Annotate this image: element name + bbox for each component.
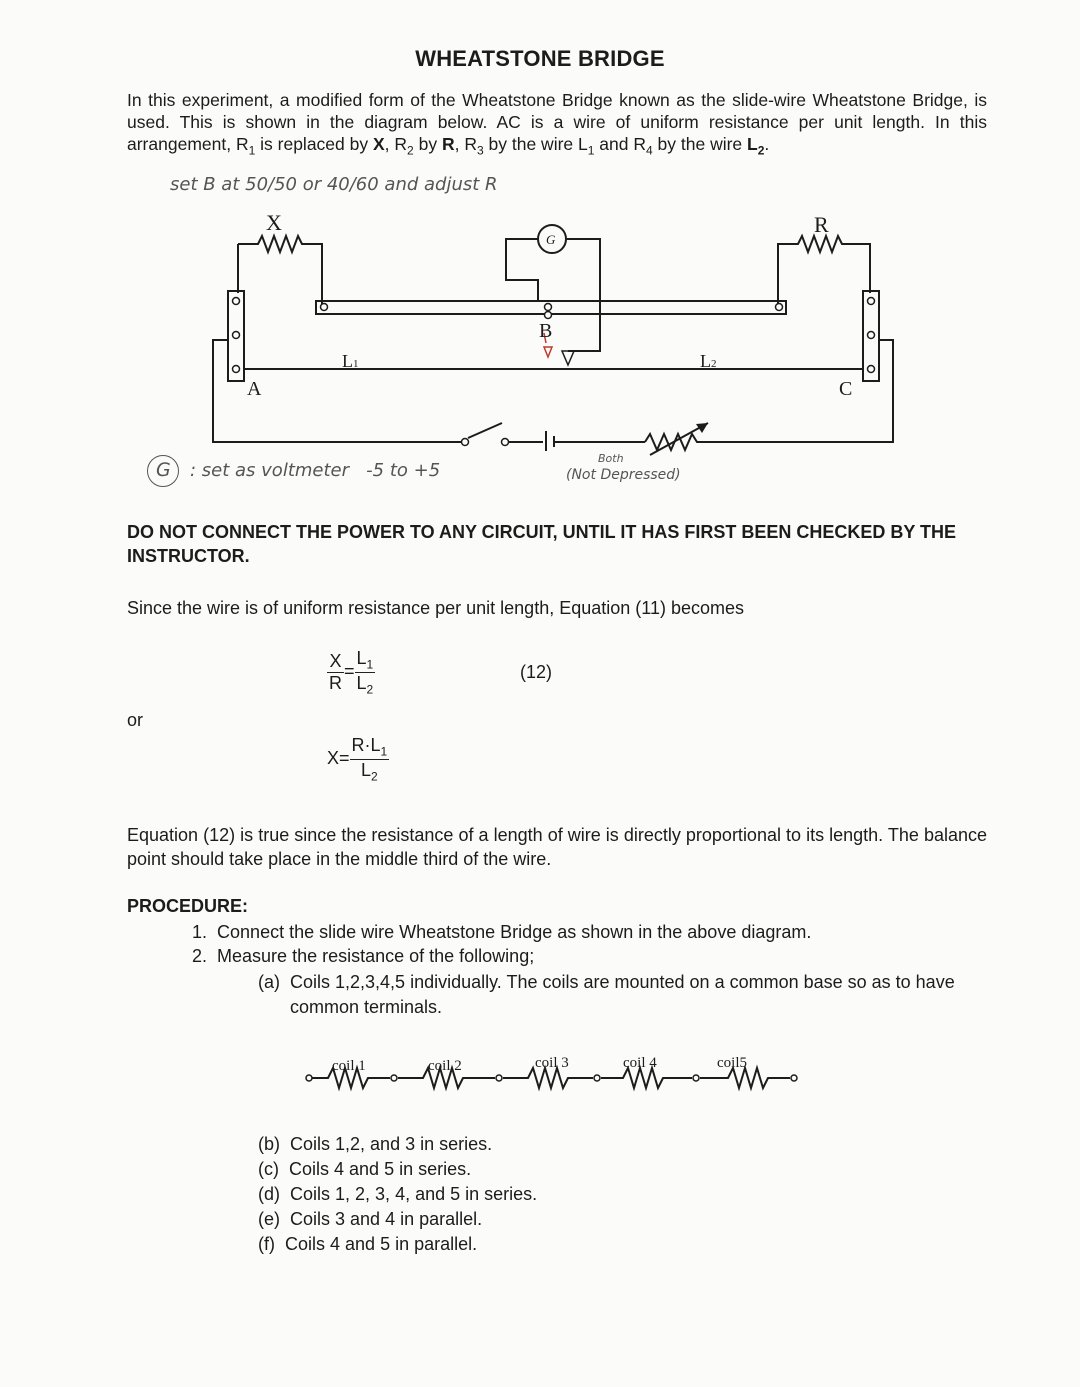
intro-r: R — [441, 134, 455, 154]
eq12-lhs-den: R — [329, 672, 342, 693]
procedure-heading: PROCEDURE: — [127, 896, 249, 916]
intro-text: In this experiment, a modified form of the Wheatstone Bridge known as the slide-wire Wheatstone Bridge, is used. This is shown in the diagram below. AC is a wire of uniform resistance per unit length. In this arrangement, — [127, 90, 987, 154]
item-text: Coils 3 and 4 in parallel. — [290, 1209, 483, 1229]
intro-text: is replaced by — [255, 134, 373, 154]
coil-label-5: coil5 — [717, 1055, 747, 1071]
galvanometer-note-symbol: G — [156, 459, 171, 481]
handwritten-both: Both — [598, 452, 624, 465]
since-text: Since the wire is of uniform resistance per unit length, Equation (11) becomes — [127, 598, 744, 618]
intro-text: by the wire L — [483, 134, 588, 154]
eqx-den: $L_2$ — [361, 759, 378, 784]
coils-diagram — [300, 1050, 810, 1100]
coil-4-zigzag — [601, 1068, 692, 1088]
step-text: Measure the resistance of the following; — [217, 946, 535, 966]
label-r: R — [814, 212, 829, 237]
eq12-equals: = — [344, 660, 355, 681]
terminal — [868, 366, 875, 373]
intro-text: and R — [594, 134, 646, 154]
switch-contact — [462, 439, 469, 446]
handwritten-setting-note: set B at 50/50 or 40/60 and adjust R — [170, 174, 498, 195]
intro-x: X — [372, 134, 385, 154]
intro-paragraph — [127, 89, 987, 162]
label-c: C — [839, 378, 853, 400]
handwritten-not-depressed: (Not Depressed) — [566, 467, 681, 483]
procedure-item-f — [258, 1232, 477, 1257]
terminal — [233, 332, 240, 339]
explanation-paragraph: Equation (12) is true since the resistance of a length of wire is directly proportional to its length. The balance point should take place in the middle third of the wire. — [127, 825, 987, 869]
fraction-rl1-over-l2 — [350, 735, 390, 783]
coil-label-4: coil 4 — [623, 1055, 657, 1071]
item-label: (d) — [258, 1184, 280, 1204]
procedure-item-a-label: (a) — [258, 972, 280, 992]
intro-text: , R — [384, 134, 408, 154]
intro-r1-sub: 1 — [248, 143, 256, 158]
equation-number-12: (12) — [520, 662, 553, 682]
procedure-item-e — [258, 1207, 482, 1232]
item-text: Coils 1,2, and 3 in series. — [290, 1134, 493, 1154]
terminal — [545, 312, 552, 319]
fraction-x-over-r — [327, 651, 344, 694]
intro-text: . — [764, 134, 770, 154]
intro-r2-sub: 2 — [407, 143, 414, 158]
item-text: Coils 1, 2, 3, 4, and 5 in series. — [290, 1184, 538, 1204]
coil-3-zigzag — [503, 1068, 593, 1088]
intro-l2-sub: 2 — [757, 143, 765, 158]
coil-label-3: coil 3 — [535, 1055, 569, 1071]
terminal — [321, 304, 328, 311]
intro-l2: L — [747, 134, 758, 154]
item-label: (c) — [258, 1159, 279, 1179]
coil-terminal — [306, 1075, 312, 1081]
eq12-rhs-den: $L_2$ — [356, 672, 374, 697]
terminal — [868, 332, 875, 339]
step-number: 2. — [192, 946, 208, 966]
galvanometer-wire-right — [567, 239, 600, 351]
label-x: X — [266, 210, 282, 235]
resistor-x — [238, 236, 322, 307]
procedure-item-a-text: Coils 1,2,3,4,5 individually. The coils are mounted on a common base so as to have common terminals. — [290, 972, 955, 1017]
label-b: B — [539, 320, 553, 342]
galvanometer-wire-left — [506, 239, 538, 301]
step-text: Connect the slide wire Wheatstone Bridge as shown in the above diagram. — [217, 922, 812, 942]
or-text: or — [127, 710, 144, 730]
equation-x — [327, 735, 389, 783]
label-g: G — [546, 232, 556, 247]
resistor-r — [778, 236, 870, 307]
terminal — [233, 366, 240, 373]
slider-jockey — [562, 351, 574, 365]
intro-r4-sub: 4 — [645, 143, 653, 158]
coil-label-1: coil 1 — [332, 1058, 366, 1074]
slider-contact-b — [544, 347, 552, 357]
item-label: (f) — [258, 1234, 275, 1254]
label-l2: L2 — [700, 351, 717, 371]
terminal — [868, 298, 875, 305]
procedure-step-2 — [192, 944, 534, 968]
terminal — [233, 298, 240, 305]
eq12-rhs-num: $L_1$ — [356, 648, 374, 672]
coil-terminal — [391, 1075, 397, 1081]
switch-contact — [502, 439, 509, 446]
coil-label-2: coil 2 — [428, 1058, 462, 1074]
intro-l1-sub: 1 — [587, 143, 595, 158]
coil-terminal — [693, 1075, 699, 1081]
terminal — [776, 304, 783, 311]
intro-text: by the wire — [652, 134, 748, 154]
intro-r1: R — [235, 134, 249, 154]
intro-text: , R — [454, 134, 477, 154]
coil-5-zigzag — [700, 1068, 790, 1088]
procedure-item-c — [258, 1157, 471, 1182]
coil-terminal — [594, 1075, 600, 1081]
eqx-num: $R\cdot L_1$ — [351, 735, 388, 759]
equation-12 — [327, 648, 375, 696]
procedure-item-d — [258, 1182, 537, 1207]
step-number: 1. — [192, 922, 208, 942]
item-text: Coils 4 and 5 in parallel. — [285, 1234, 478, 1254]
battery-wire-right — [705, 340, 893, 442]
procedure-step-1 — [192, 920, 811, 944]
coil-terminal — [496, 1075, 502, 1081]
intro-text: by — [413, 134, 442, 154]
page-title: WHEATSTONE BRIDGE — [415, 46, 665, 71]
label-a: A — [247, 378, 262, 400]
intro-r3-sub: 3 — [476, 143, 484, 158]
eq12-lhs-num: X — [327, 651, 344, 673]
warning-notice: DO NOT CONNECT THE POWER TO ANY CIRCUIT, UNTIL IT HAS FIRST BEEN CHECKED BY THE INSTRUCTOR. — [127, 522, 957, 566]
item-label: (e) — [258, 1209, 280, 1229]
item-text: Coils 4 and 5 in series. — [289, 1159, 472, 1179]
switch-lever — [468, 423, 502, 438]
galvanometer-note: : set as voltmeter -5 to +5 — [190, 460, 441, 481]
eqx-lhs: X= — [327, 747, 350, 768]
fraction-l1-over-l2 — [355, 648, 376, 696]
label-l1: L1 — [342, 351, 359, 371]
terminal — [545, 304, 552, 311]
procedure-item-b — [258, 1132, 492, 1157]
coil-terminal — [791, 1075, 797, 1081]
item-label: (b) — [258, 1134, 280, 1154]
